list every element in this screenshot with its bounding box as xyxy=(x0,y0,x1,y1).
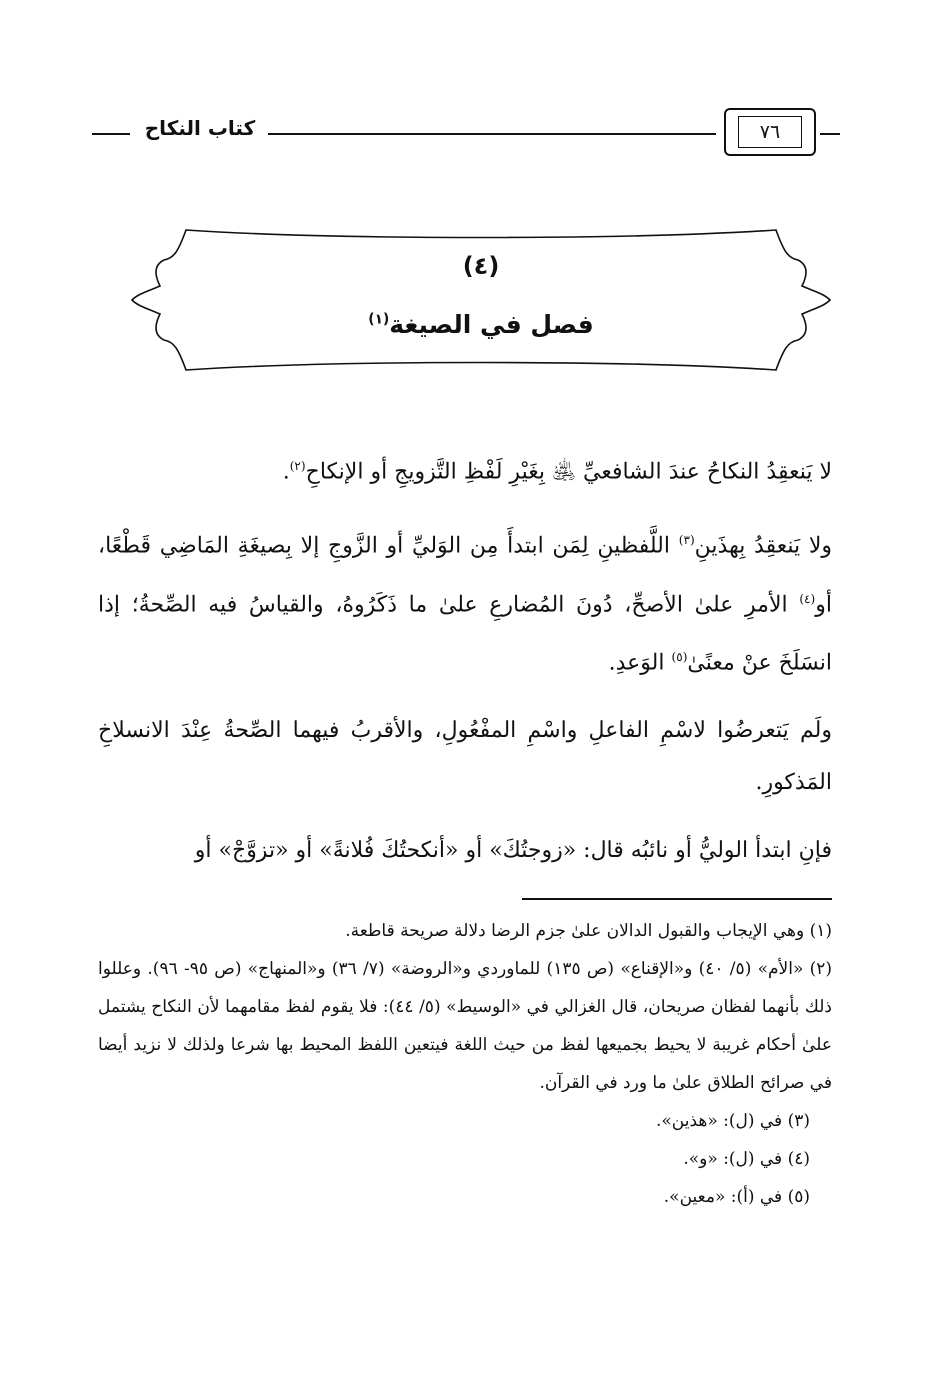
chapter-title-note: (١) xyxy=(368,311,390,328)
chapter-title xyxy=(126,310,836,339)
chapter-number: (٤) xyxy=(462,252,500,280)
page-number-frame xyxy=(724,108,816,156)
paragraph-1-end: . xyxy=(282,459,290,485)
header-rule-middle xyxy=(268,133,716,135)
paragraph-2 xyxy=(98,514,832,689)
paragraph-1-note: (٢) xyxy=(289,459,306,473)
chapter-title-text: فصل في الصيغة xyxy=(389,310,594,339)
header-rule-left xyxy=(92,133,130,135)
paragraph-2-part-3: الأمرِ علىٰ الأصحِّ، دُونَ المُضارعِ علىٰ ما ذَكَرُوهُ، والقياسُ فيه الصِّحةُ؛ إذا انسَلَخَ عنْ معنًىٰ xyxy=(98,591,832,676)
footnotes xyxy=(98,912,832,1216)
paragraph-4: فإنِ ابتدأ الوليُّ أو نائبُه قال: «زوجتُكَ» أو «أنكحتُكَ فُلانةً» أو «تزوَّجْ» أو xyxy=(194,838,832,864)
footnote-4: (٤) في (ل): «و». xyxy=(683,1149,810,1169)
page-number: ٧٦ xyxy=(738,116,802,148)
running-header xyxy=(0,108,942,156)
footnote-1: (١) وهي الإيجاب والقبول الدالان علىٰ جزم الرضا دلالة صريحة قاطعة. xyxy=(345,921,832,941)
paragraph-2-note-1: (٣) xyxy=(678,533,695,548)
footnote-5: (٥) في (أ): «معين». xyxy=(663,1187,810,1207)
header-rule-right xyxy=(820,133,840,135)
paragraph-2-part-4: الوَعدِ. xyxy=(608,650,665,676)
main-text xyxy=(98,440,832,893)
running-title: كتاب النكاح xyxy=(144,116,256,140)
paragraph-1-text: لا يَنعقِدُ النكاحُ عندَ الشافعيِّ ﵁ بِغَيْرِ لَفْظِ التَّزويجِ أو الإنكاحِ xyxy=(305,459,832,485)
paragraph-1 xyxy=(98,440,832,498)
paragraph-2-part-1: ولا يَنعقِدُ بِهذَينِ xyxy=(694,533,833,559)
footnote-3: (٣) في (ل): «هذين». xyxy=(655,1111,810,1131)
ornamental-frame xyxy=(126,222,836,378)
chapter-heading-frame xyxy=(126,222,836,378)
paragraph-2-part-2: اللَّفظينِ لِمَن ابتدأَ مِن الوَليِّ أو الزَّوجِ إلا بِصيغَةِ المَاضِي قَطْعًا، أو xyxy=(98,533,832,617)
footnote-2: (٢) «الأم» (٥/ ٤٠) و«الإقناع» (ص ١٣٥) للماوردي و«الروضة» (٧/ ٣٦) و«المنهاج» (ص ٩٥- ٩٦). وعللوا ذلك بأنهما لفظان صريحان، قال الغزالي في «الوسيط» (٥/ ٤٤): فلا يقوم لفظ مقامهما لأن النكاح يشتمل علىٰ أحكام غريبة لا يحيط بجميعها لفظ من حيث اللغة فيتعين اللفظ المحيط بها شرعا ولذلك لا نزيد أيضا في صرائح الطلاق علىٰ ما ورد في القرآن. xyxy=(98,959,833,1093)
paragraph-2-note-3: (٥) xyxy=(671,649,688,664)
paragraph-2-note-2: (٤) xyxy=(799,591,816,606)
paragraph-3: ولَم يَتعرضُوا لاسْمِ الفاعلِ واسْمِ المفْعُولِ، والأقربُ فيهما الصِّحةُ عِنْدَ الانسلاخِ المَذكورِ. xyxy=(98,718,832,796)
footnote-separator xyxy=(522,898,832,900)
